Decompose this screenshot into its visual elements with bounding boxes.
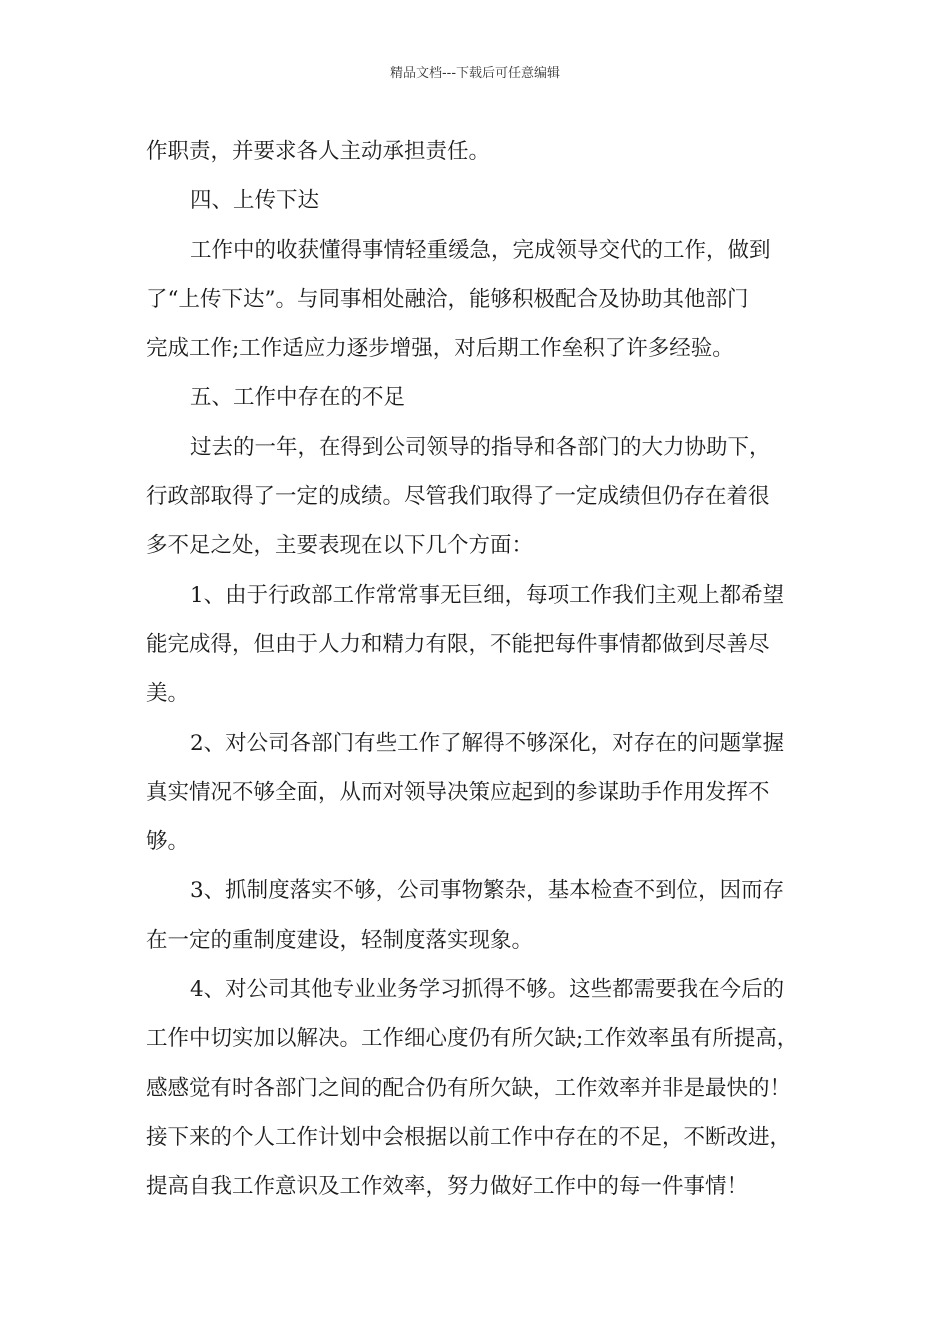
text-line: 能完成得，但由于人力和精力有限，不能把每件事情都做到尽善尽 [146, 631, 770, 657]
page-header: 精品文档---下载后可任意编辑 [389, 66, 561, 81]
list-item-4: 4、对公司其他专业业务学习抓得不够。这些都需要我在今后的 [190, 977, 785, 1003]
section-heading: 五、工作中存在的不足 [190, 385, 406, 411]
list-item-1: 1、由于行政部工作常常事无巨细，每项工作我们主观上都希望 [190, 582, 785, 608]
text-line: 行政部取得了一定的成绩。尽管我们取得了一定成绩但仍存在着很 [146, 484, 770, 510]
text-line: 美。 [146, 681, 190, 707]
document-body [146, 127, 822, 1212]
text-line: 了“上传下达”。与同事相处融洽，能够积极配合及协助其他部门 [146, 286, 749, 312]
text-line: 作职责，并要求各人主动承担责任。 [146, 139, 491, 164]
text-line: 完成工作;工作适应力逐步增强，对后期工作垒积了许多经验。 [146, 336, 734, 362]
list-item-3: 3、抓制度落实不够，公司事物繁杂，基本检查不到位，因而存 [190, 878, 785, 904]
text-line: 真实情况不够全面，从而对领导决策应起到的参谋助手作用发挥不 [146, 779, 770, 805]
text-line: 提高自我工作意识及工作效率，努力做好工作中的每一件事情！ [146, 1174, 749, 1200]
text-line: 接下来的个人工作计划中会根据以前工作中存在的不足，不断改进， [146, 1124, 792, 1150]
text-line: 工作中的收获懂得事情轻重缓急，完成领导交代的工作，做到 [190, 237, 771, 263]
text-line: 工作中切实加以解决。工作细心度仍有所欠缺;工作效率虽有所提高， [146, 1026, 799, 1052]
list-item-2: 2、对公司各部门有些工作了解得不够深化，对存在的问题掌握 [190, 730, 785, 756]
text-line: 过去的一年，在得到公司领导的指导和各部门的大力协助下， [190, 434, 771, 460]
text-line: 在一定的重制度建设，轻制度落实现象。 [146, 927, 534, 953]
text-line: 够。 [146, 829, 190, 855]
text-line: 多不足之处，主要表现在以下几个方面： [146, 533, 534, 559]
text-line: 感感觉有时各部门之间的配合仍有所欠缺，工作效率并非是最快的！ [146, 1075, 792, 1101]
section-heading: 四、上传下达 [190, 188, 320, 214]
